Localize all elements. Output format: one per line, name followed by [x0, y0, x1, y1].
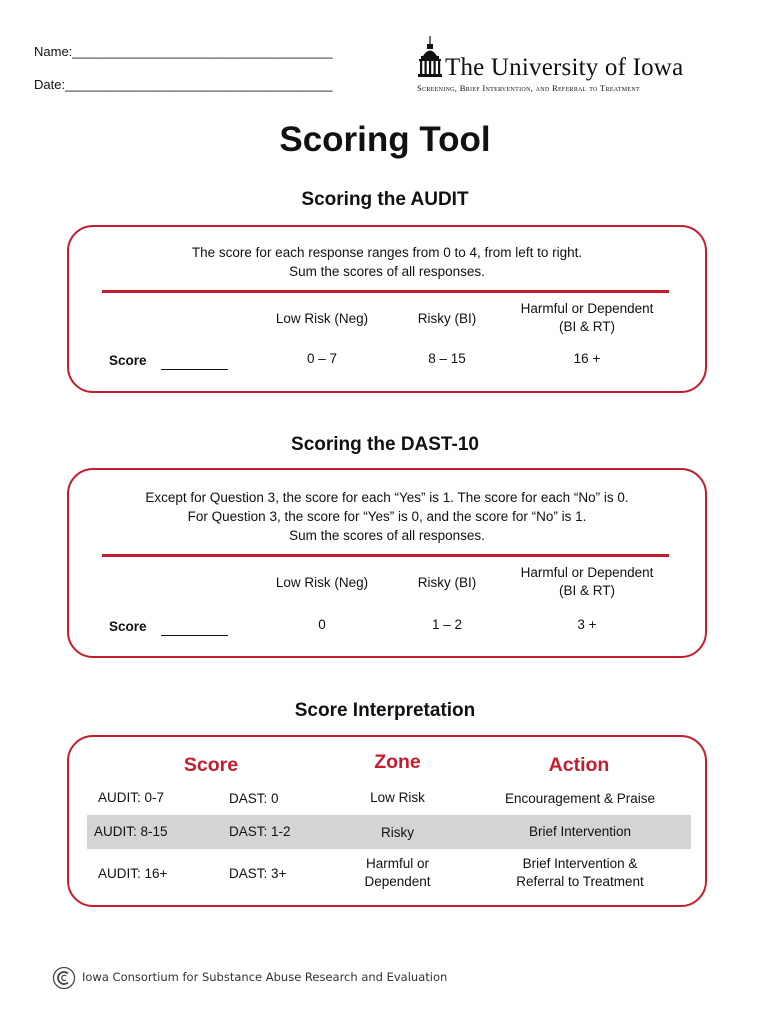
row-zone: Low Risk	[370, 790, 425, 805]
page-title: Scoring Tool	[279, 120, 491, 159]
interpretation-row-risky	[87, 815, 691, 849]
dast-harmful-label-1: Harmful or Dependent	[520, 565, 654, 580]
zone-column-header: Zone	[374, 751, 421, 773]
dast-scoring-box	[67, 468, 707, 658]
dast-harmful-label-2: (BI & RT)	[558, 583, 615, 598]
dast-score-label: Score	[109, 619, 147, 634]
audit-scoring-box	[67, 225, 707, 393]
action-column-header: Action	[548, 754, 610, 776]
row-audit-range: AUDIT: 8-15	[94, 824, 168, 839]
row-zone-line-2: Dependent	[364, 874, 431, 889]
university-name: The University of Iowa	[445, 54, 684, 81]
audit-score-label: Score	[109, 353, 147, 368]
audit-risky-range: 8 – 15	[428, 351, 466, 366]
audit-score-blank[interactable]	[161, 356, 228, 370]
score-column-header: Score	[183, 754, 239, 776]
dast-divider	[102, 554, 669, 557]
dast-heading: Scoring the DAST-10	[291, 434, 479, 455]
dast-low-risk-label: Low Risk (Neg)	[275, 575, 369, 590]
interpretation-box	[67, 735, 707, 907]
university-logo	[415, 36, 715, 98]
audit-harmful-range: 16 +	[573, 351, 601, 366]
name-field-line: Name:____________________________________	[34, 44, 333, 59]
row-audit-range: AUDIT: 0-7	[98, 790, 165, 805]
row-zone: Risky	[381, 825, 414, 840]
interpretation-heading: Score Interpretation	[294, 700, 476, 721]
footer-text: Iowa Consortium for Substance Abuse Research and Evaluation	[82, 970, 448, 984]
audit-low-risk-range: 0 – 7	[306, 351, 338, 366]
audit-instruction-1: The score for each response ranges from 0 to 4, from left to right.	[191, 245, 583, 260]
audit-divider	[102, 290, 669, 293]
row-zone-line-1: Harmful or	[365, 856, 429, 871]
date-field-line: Date:_____________________________________	[34, 77, 333, 92]
old-capitol-icon	[417, 36, 443, 78]
dast-low-risk-range: 0	[318, 617, 326, 632]
dast-instruction-1: Except for Question 3, the score for each “Yes” is 1. The score for each “No” is 0.	[145, 490, 629, 505]
dast-harmful-range: 3 +	[577, 617, 597, 632]
dast-risky-range: 1 – 2	[431, 617, 463, 632]
audit-instruction-2: Sum the scores of all responses.	[289, 264, 485, 279]
interpretation-row-low	[87, 782, 691, 816]
row-dast-range: DAST: 1-2	[229, 824, 291, 839]
dast-risky-label: Risky (BI)	[417, 575, 477, 590]
audit-low-risk-label: Low Risk (Neg)	[275, 311, 369, 326]
row-dast-range: DAST: 0	[229, 791, 279, 806]
row-action: Brief Intervention	[528, 824, 632, 839]
audit-risky-label: Risky (BI)	[417, 311, 477, 326]
dast-score-blank[interactable]	[161, 622, 228, 636]
interpretation-row-harmful	[87, 853, 691, 895]
row-action-line-1: Brief Intervention &	[522, 856, 638, 871]
audit-harmful-label-1: Harmful or Dependent	[520, 301, 654, 316]
row-dast-range: DAST: 3+	[229, 866, 287, 881]
row-action-line-2: Referral to Treatment	[516, 874, 644, 889]
row-action: Encouragement & Praise	[504, 791, 656, 806]
audit-harmful-label-2: (BI & RT)	[558, 319, 615, 334]
row-audit-range: AUDIT: 16+	[98, 866, 168, 881]
consortium-logo-icon	[52, 966, 76, 990]
dast-instruction-3: Sum the scores of all responses.	[289, 528, 485, 543]
dast-instruction-2: For Question 3, the score for “Yes” is 0, and the score for “No” is 1.	[187, 509, 587, 524]
program-subtitle: Screening, Brief Intervention, and Referral to Treatment	[417, 83, 640, 93]
audit-heading: Scoring the AUDIT	[301, 189, 469, 210]
